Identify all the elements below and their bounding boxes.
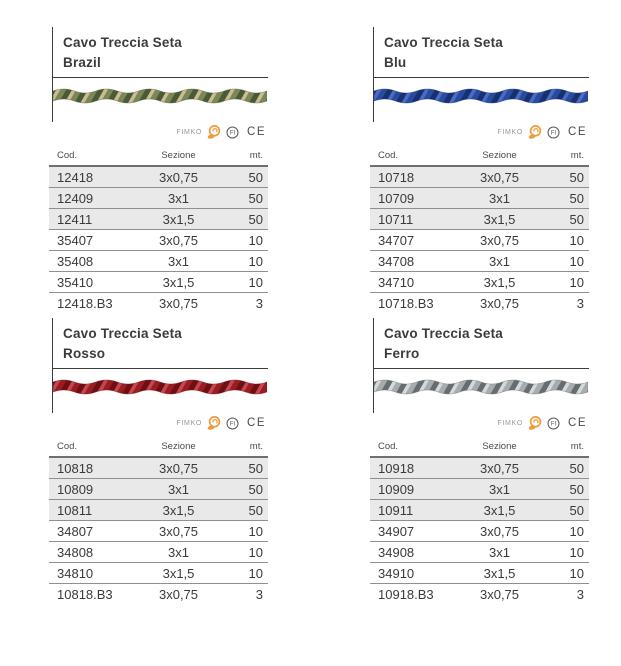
- table-header-row: [49, 145, 268, 166]
- table-row: [49, 166, 268, 188]
- table-row: [370, 209, 589, 230]
- fi-mark-icon: [547, 417, 560, 430]
- sezione-cell: 3x0,75: [460, 457, 539, 479]
- sezione-cell: 3x0,75: [139, 166, 218, 188]
- table-row: [49, 542, 268, 563]
- cod-cell: 10711: [370, 209, 460, 230]
- col-header-sezione: Sezione: [460, 145, 539, 166]
- mt-cell: 50: [218, 457, 268, 479]
- sezione-cell: 3x0,75: [460, 230, 539, 251]
- mt-cell: 50: [539, 457, 589, 479]
- cod-cell: 12418.B3: [57, 295, 113, 311]
- table-header-row: [49, 436, 268, 457]
- cod-cell: 12418: [49, 166, 139, 188]
- cod-cell: 34810: [49, 563, 139, 584]
- product-title-line2: Brazil: [63, 55, 101, 70]
- cod-cell: 12409: [49, 188, 139, 209]
- cod-cell: 10911: [370, 500, 460, 521]
- sezione-cell: 3x0,75: [479, 586, 520, 602]
- product-title-line2: Rosso: [63, 346, 106, 361]
- svg-text:FI: FI: [550, 421, 557, 428]
- table-row: [370, 188, 589, 209]
- fimko-label: FIMKO: [176, 128, 203, 136]
- table-row: [370, 293, 589, 314]
- cod-cell: 10718: [370, 166, 460, 188]
- product-title-line1: Cavo Treccia Seta: [63, 326, 182, 341]
- cod-cell: 35410: [49, 272, 139, 293]
- table-row: [49, 230, 268, 251]
- mt-cell: 10: [539, 542, 589, 563]
- cod-cell: 10918.B3: [378, 586, 434, 602]
- cod-cell: 10718.B3: [378, 295, 434, 311]
- svg-text:FI: FI: [550, 130, 557, 137]
- table-row: [370, 457, 589, 479]
- cod-cell: 10909: [370, 479, 460, 500]
- table-row: [49, 209, 268, 230]
- table-row: [370, 584, 589, 605]
- mt-cell: 10: [218, 521, 268, 542]
- product-title-line2: Ferro: [384, 346, 420, 361]
- mt-cell: 10: [218, 230, 268, 251]
- cod-cell: 10809: [49, 479, 139, 500]
- product-table: [370, 145, 589, 313]
- ce-mark: CE: [568, 126, 587, 138]
- sezione-cell: 3x1,5: [139, 563, 218, 584]
- col-header-cod: Cod.: [370, 436, 460, 457]
- product-panel-rosso: [49, 318, 268, 604]
- title-block: [374, 318, 589, 369]
- cod-cell: 34907: [370, 521, 460, 542]
- certification-row: [49, 414, 268, 432]
- certification-row: [370, 414, 589, 432]
- sezione-cell: 3x0,75: [158, 586, 199, 602]
- col-header-mt: mt.: [539, 145, 589, 166]
- cod-cell: 34708: [370, 251, 460, 272]
- sezione-cell: 3x1,5: [139, 272, 218, 293]
- svg-text:FI: FI: [229, 421, 236, 428]
- fimko-label: FIMKO: [497, 128, 524, 136]
- mt-cell: 10: [218, 251, 268, 272]
- sezione-cell: 3x1: [460, 542, 539, 563]
- title-block: [53, 318, 268, 369]
- table-row: [49, 188, 268, 209]
- sezione-cell: 3x1: [139, 188, 218, 209]
- table-row: [49, 293, 268, 314]
- mt-cell: 50: [218, 209, 268, 230]
- mt-cell: 3: [576, 295, 584, 311]
- sezione-cell: 3x1: [460, 251, 539, 272]
- sezione-cell: 3x1: [139, 542, 218, 563]
- cable-image: [374, 85, 588, 107]
- cod-cell: 35407: [49, 230, 139, 251]
- sezione-cell: 3x0,75: [139, 230, 218, 251]
- table-row: [370, 272, 589, 293]
- fimko-label: FIMKO: [497, 419, 524, 427]
- sezione-cell: 3x1: [139, 251, 218, 272]
- certification-row: [49, 123, 268, 141]
- mt-cell: 50: [539, 188, 589, 209]
- product-title-line1: Cavo Treccia Seta: [63, 35, 182, 50]
- mt-cell: 50: [539, 166, 589, 188]
- cable-image: [53, 376, 267, 398]
- mt-cell: 50: [539, 209, 589, 230]
- product-table: [49, 436, 268, 604]
- product-title-line1: Cavo Treccia Seta: [384, 35, 503, 50]
- table-row: [370, 166, 589, 188]
- mt-cell: 3: [255, 295, 263, 311]
- mt-cell: 50: [539, 500, 589, 521]
- table-row: [370, 230, 589, 251]
- mt-cell: 10: [539, 272, 589, 293]
- cod-cell: 34710: [370, 272, 460, 293]
- sezione-cell: 3x0,75: [139, 521, 218, 542]
- sezione-cell: 3x0,75: [479, 295, 520, 311]
- table-row: [370, 251, 589, 272]
- sezione-cell: 3x0,75: [460, 166, 539, 188]
- sezione-cell: 3x1: [460, 188, 539, 209]
- mt-cell: 10: [539, 251, 589, 272]
- mt-cell: 10: [539, 230, 589, 251]
- table-row: [370, 500, 589, 521]
- product-table: [370, 436, 589, 604]
- fi-mark-icon: [226, 417, 239, 430]
- table-row: [49, 272, 268, 293]
- product-panel-brazil: [49, 27, 268, 313]
- sezione-cell: 3x0,75: [139, 457, 218, 479]
- product-table: [49, 145, 268, 313]
- table-row: [49, 500, 268, 521]
- table-row: [49, 479, 268, 500]
- svg-text:FI: FI: [229, 130, 236, 137]
- mt-cell: 10: [218, 272, 268, 293]
- col-header-sezione: Sezione: [139, 145, 218, 166]
- cod-cell: 10709: [370, 188, 460, 209]
- mt-cell: 3: [576, 586, 584, 602]
- sezione-cell: 3x1,5: [460, 500, 539, 521]
- col-header-cod: Cod.: [49, 436, 139, 457]
- table-row: [370, 521, 589, 542]
- table-row: [370, 563, 589, 584]
- cod-cell: 34807: [49, 521, 139, 542]
- col-header-cod: Cod.: [49, 145, 139, 166]
- panel-header: [373, 318, 589, 413]
- col-header-mt: mt.: [218, 145, 268, 166]
- cod-cell: 35408: [49, 251, 139, 272]
- table-row: [49, 251, 268, 272]
- sezione-cell: 3x1,5: [139, 209, 218, 230]
- fimko-label: FIMKO: [176, 419, 203, 427]
- ce-mark: CE: [247, 126, 266, 138]
- product-title-line1: Cavo Treccia Seta: [384, 326, 503, 341]
- col-header-cod: Cod.: [370, 145, 460, 166]
- mt-cell: 50: [539, 479, 589, 500]
- table-row: [370, 479, 589, 500]
- table-header-row: [370, 145, 589, 166]
- panel-header: [52, 27, 268, 122]
- col-header-sezione: Sezione: [139, 436, 218, 457]
- fi-mark-icon: [547, 126, 560, 139]
- mt-cell: 10: [539, 563, 589, 584]
- mt-cell: 50: [218, 188, 268, 209]
- sezione-cell: 3x1: [460, 479, 539, 500]
- col-header-mt: mt.: [539, 436, 589, 457]
- cod-cell: 12411: [49, 209, 139, 230]
- col-header-sezione: Sezione: [460, 436, 539, 457]
- cod-cell: 10811: [49, 500, 139, 521]
- cod-cell: 10918: [370, 457, 460, 479]
- panel-header: [52, 318, 268, 413]
- table-row: [49, 457, 268, 479]
- mt-cell: 10: [218, 563, 268, 584]
- certification-row: [370, 123, 589, 141]
- cable-image: [53, 85, 267, 107]
- cod-cell: 10818: [49, 457, 139, 479]
- sezione-cell: 3x1,5: [460, 209, 539, 230]
- product-panel-ferro: [370, 318, 589, 604]
- table-row: [49, 563, 268, 584]
- col-header-mt: mt.: [218, 436, 268, 457]
- table-row: [370, 542, 589, 563]
- imq-mark-icon: [527, 415, 543, 431]
- panel-header: [373, 27, 589, 122]
- sezione-cell: 3x0,75: [460, 521, 539, 542]
- cod-cell: 34908: [370, 542, 460, 563]
- cod-cell: 34707: [370, 230, 460, 251]
- mt-cell: 3: [255, 586, 263, 602]
- table-header-row: [370, 436, 589, 457]
- imq-mark-icon: [206, 124, 222, 140]
- sezione-cell: 3x1,5: [460, 272, 539, 293]
- table-row: [49, 521, 268, 542]
- mt-cell: 50: [218, 166, 268, 188]
- imq-mark-icon: [206, 415, 222, 431]
- product-panel-blu: [370, 27, 589, 313]
- cod-cell: 34808: [49, 542, 139, 563]
- table-row: [49, 584, 268, 605]
- ce-mark: CE: [568, 417, 587, 429]
- sezione-cell: 3x1,5: [139, 500, 218, 521]
- cable-image: [374, 376, 588, 398]
- product-title-line2: Blu: [384, 55, 407, 70]
- mt-cell: 50: [218, 500, 268, 521]
- cod-cell: 34910: [370, 563, 460, 584]
- mt-cell: 10: [539, 521, 589, 542]
- mt-cell: 50: [218, 479, 268, 500]
- sezione-cell: 3x1: [139, 479, 218, 500]
- title-block: [53, 27, 268, 78]
- fi-mark-icon: [226, 126, 239, 139]
- title-block: [374, 27, 589, 78]
- sezione-cell: 3x1,5: [460, 563, 539, 584]
- ce-mark: CE: [247, 417, 266, 429]
- cod-cell: 10818.B3: [57, 586, 113, 602]
- mt-cell: 10: [218, 542, 268, 563]
- sezione-cell: 3x0,75: [158, 295, 199, 311]
- imq-mark-icon: [527, 124, 543, 140]
